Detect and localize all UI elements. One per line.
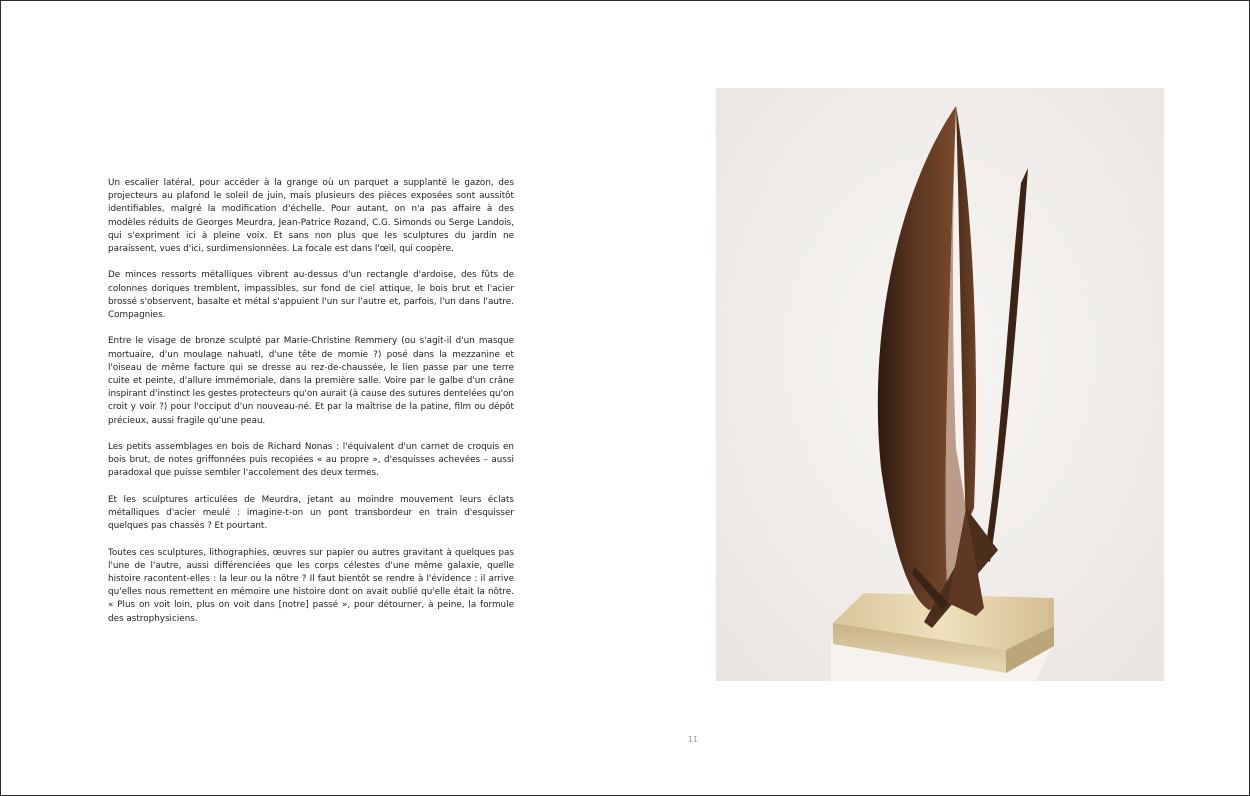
paragraph-1: Un escalier latéral, pour accéder à la grange où un parquet a supplanté le gazon, des projecteurs au plafond le soleil de juin, mais plusieurs des pièces exposées sont aussitôt identifiables, malgré la modification d'échelle. Pour autant, on n'a pas affaire à des modèles réduits de Georges Meurdra, Jean-Patrice Rozand, C.G. Simonds ou Serge Landois, qui s'expriment ici à pleine voix. Et sans non plus que les sculptures du jardin ne paraissent, vues d'ici, surdimensionnées. La focale est dans l'œil, qui coopère. xyxy=(108,178,514,255)
article-text xyxy=(108,177,514,639)
paragraph-5: Et les sculptures articulées de Meurdra, jetant au moindre mouvement leurs éclats métalliques d'acier meulé : imagine-t-on un pont transbordeur en train d'esquisser quelques pas chassés ? Et pourtant. xyxy=(108,494,514,532)
paragraph-2: De minces ressorts métalliques vibrent au-dessus d'un rectangle d'ardoise, des fûts de colonnes doriques tremblent, impassibles, sur fond de ciel attique, le bois brut et l'acier brossé s'observent, basalte et métal s'appuient l'un sur l'autre et, parfois, l'un dans l'autre. Compagnies. xyxy=(108,270,514,321)
sculpture-illustration xyxy=(716,88,1164,681)
paragraph-3: Entre le visage de bronze sculpté par Marie-Christine Remmery (ou s'agit-il d'un masque mortuaire, d'un moulage nahuatl, d'une tête de momie ?) posé dans la mezzanine et l'oiseau de même facture qui se dresse au rez-de-chaussée, le lien passe par une terre cuite et peinte, d'allure immémoriale, dans la première salle. Voire par le galbe d'un crâne inspirant d'instinct les gestes protecteurs qu'on aurait (à cause des sutures dentelées qu'on croit y voir ?) pour l'occiput d'un nouveau-né. Et par la maîtrise de la patine, film ou dépôt précieux, aussi fragile qu'une peau. xyxy=(108,336,514,426)
paragraph-4: Les petits assemblages en bois de Richard Nonas : l'équivalent d'un carnet de croquis en bois brut, de notes griffonnées puis recopiées « au propre », d'esquisses achevées – aussi paradoxal que puisse sembler l'accolement des deux termes. xyxy=(108,442,514,479)
paragraph-6: Toutes ces sculptures, lithographies, œuvres sur papier ou autres gravitant à quelques pas l'une de l'autre, aussi différenciées que les corps célestes d'une même galaxie, quelle histoire racontent-elles : la leur ou la nôtre ? Il faut bientôt se rendre à l'évidence : il arrive qu'elles nous remettent en mémoire une histoire dont on avait oublié qu'elle était la nôtre. « Plus on voit loin, plus on voit dans [notre] passé », pour détourner, à peine, la formule des astrophysiciens. xyxy=(108,547,514,624)
page-number: 11 xyxy=(687,735,699,744)
sculpture-photo xyxy=(716,88,1164,681)
